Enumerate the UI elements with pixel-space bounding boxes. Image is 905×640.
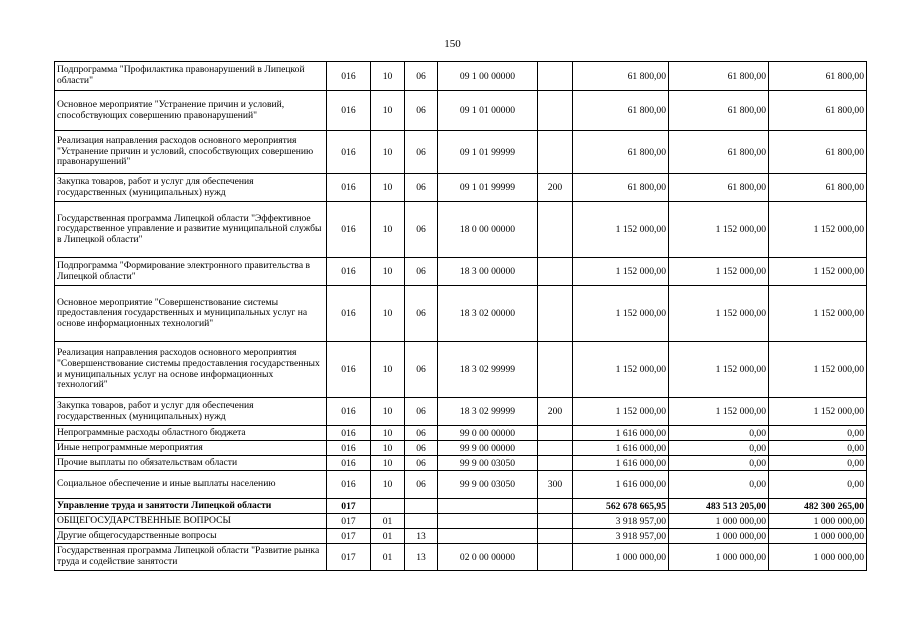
expense-name-cell: Реализация направления расходов основного мероприятия "Устранение причин и условий, способствующих совершению правонарушений" — [55, 131, 327, 174]
section-code-cell: 01 — [371, 544, 405, 571]
expense-type-cell — [538, 441, 573, 456]
amount-year3-cell: 61 800,00 — [769, 62, 867, 91]
expense-type-cell — [538, 91, 573, 131]
section-code-cell: 10 — [371, 258, 405, 286]
subsection-code-cell: 06 — [405, 62, 438, 91]
expense-name-cell: Подпрограмма "Формирование электронного правительства в Липецкой области" — [55, 258, 327, 286]
amount-year3-cell: 61 800,00 — [769, 131, 867, 174]
table-row — [55, 529, 867, 544]
ministry-code-cell: 016 — [327, 441, 371, 456]
amount-year3-cell: 0,00 — [769, 426, 867, 441]
subsection-code-cell — [405, 499, 438, 514]
section-code-cell: 01 — [371, 529, 405, 544]
expense-type-cell: 200 — [538, 398, 573, 426]
section-code-cell: 10 — [371, 131, 405, 174]
section-code-cell: 10 — [371, 426, 405, 441]
expense-type-cell — [538, 456, 573, 471]
ministry-code-cell: 016 — [327, 131, 371, 174]
ministry-code-cell: 016 — [327, 258, 371, 286]
ministry-code-cell: 016 — [327, 62, 371, 91]
amount-year1-cell: 1 616 000,00 — [573, 426, 669, 441]
amount-year2-cell: 1 000 000,00 — [669, 529, 769, 544]
expense-name-cell: Государственная программа Липецкой области "Развитие рынка труда и содействие занятости — [55, 544, 327, 571]
amount-year2-cell: 0,00 — [669, 471, 769, 499]
ministry-code-cell: 016 — [327, 471, 371, 499]
table-row — [55, 544, 867, 571]
table-row — [55, 91, 867, 131]
expense-name-cell: Управление труда и занятости Липецкой области — [55, 499, 327, 514]
section-code-cell — [371, 499, 405, 514]
amount-year3-cell: 1 152 000,00 — [769, 258, 867, 286]
subsection-code-cell: 06 — [405, 471, 438, 499]
amount-year2-cell: 1 152 000,00 — [669, 286, 769, 342]
expense-name-cell: Закупка товаров, работ и услуг для обеспечения государственных (муниципальных) нужд — [55, 398, 327, 426]
section-code-cell: 10 — [371, 174, 405, 202]
expense-type-cell — [538, 202, 573, 258]
amount-year1-cell: 1 152 000,00 — [573, 258, 669, 286]
target-article-cell: 99 9 00 03050 — [438, 471, 538, 499]
subsection-code-cell: 06 — [405, 202, 438, 258]
amount-year1-cell: 61 800,00 — [573, 174, 669, 202]
section-code-cell: 10 — [371, 286, 405, 342]
amount-year3-cell: 1 000 000,00 — [769, 514, 867, 529]
subsection-code-cell: 06 — [405, 456, 438, 471]
subsection-code-cell: 13 — [405, 529, 438, 544]
section-code-cell: 10 — [371, 456, 405, 471]
amount-year3-cell: 1 000 000,00 — [769, 544, 867, 571]
table-body — [55, 62, 867, 571]
section-code-cell: 10 — [371, 202, 405, 258]
amount-year3-cell: 0,00 — [769, 441, 867, 456]
amount-year2-cell: 1 152 000,00 — [669, 342, 769, 398]
table-row — [55, 456, 867, 471]
amount-year1-cell: 1 152 000,00 — [573, 342, 669, 398]
amount-year1-cell: 3 918 957,00 — [573, 514, 669, 529]
subsection-code-cell: 06 — [405, 426, 438, 441]
table-row — [55, 514, 867, 529]
amount-year1-cell: 1 616 000,00 — [573, 471, 669, 499]
amount-year2-cell: 1 152 000,00 — [669, 202, 769, 258]
table-row — [55, 441, 867, 456]
section-code-cell: 10 — [371, 91, 405, 131]
subsection-code-cell — [405, 514, 438, 529]
expense-name-cell: Другие общегосударственные вопросы — [55, 529, 327, 544]
ministry-code-cell: 016 — [327, 91, 371, 131]
table-row — [55, 342, 867, 398]
expense-type-cell — [538, 342, 573, 398]
target-article-cell: 09 1 01 99999 — [438, 174, 538, 202]
subsection-code-cell: 06 — [405, 131, 438, 174]
table-row — [55, 174, 867, 202]
amount-year3-cell: 1 152 000,00 — [769, 342, 867, 398]
target-article-cell: 99 9 00 00000 — [438, 441, 538, 456]
ministry-code-cell: 016 — [327, 398, 371, 426]
subsection-code-cell: 06 — [405, 286, 438, 342]
expense-type-cell — [538, 62, 573, 91]
ministry-code-cell: 016 — [327, 426, 371, 441]
expense-type-cell: 300 — [538, 471, 573, 499]
expense-name-cell: Подпрограмма "Профилактика правонарушений в Липецкой области" — [55, 62, 327, 91]
expense-type-cell — [538, 286, 573, 342]
target-article-cell: 09 1 01 00000 — [438, 91, 538, 131]
expense-type-cell — [538, 544, 573, 571]
ministry-code-cell: 016 — [327, 202, 371, 258]
expense-name-cell: Непрограммные расходы областного бюджета — [55, 426, 327, 441]
target-article-cell: 18 0 00 00000 — [438, 202, 538, 258]
amount-year3-cell: 1 152 000,00 — [769, 398, 867, 426]
expense-name-cell: Государственная программа Липецкой области "Эффективное государственное управление и развитие муниципальной службы в Липецкой области" — [55, 202, 327, 258]
amount-year1-cell: 3 918 957,00 — [573, 529, 669, 544]
ministry-code-cell: 017 — [327, 514, 371, 529]
table-row — [55, 62, 867, 91]
target-article-cell: 18 3 02 99999 — [438, 342, 538, 398]
amount-year2-cell: 61 800,00 — [669, 91, 769, 131]
budget-table — [54, 61, 867, 571]
table-row — [55, 131, 867, 174]
target-article-cell: 99 0 00 00000 — [438, 426, 538, 441]
expense-name-cell: Закупка товаров, работ и услуг для обеспечения государственных (муниципальных) нужд — [55, 174, 327, 202]
expense-name-cell: Социальное обеспечение и иные выплаты населению — [55, 471, 327, 499]
amount-year3-cell: 1 000 000,00 — [769, 529, 867, 544]
amount-year1-cell: 562 678 665,95 — [573, 499, 669, 514]
amount-year2-cell: 0,00 — [669, 441, 769, 456]
subsection-code-cell: 06 — [405, 342, 438, 398]
amount-year2-cell: 0,00 — [669, 426, 769, 441]
amount-year2-cell: 483 513 205,00 — [669, 499, 769, 514]
target-article-cell: 18 3 02 99999 — [438, 398, 538, 426]
target-article-cell: 02 0 00 00000 — [438, 544, 538, 571]
expense-type-cell — [538, 426, 573, 441]
subsection-code-cell: 06 — [405, 441, 438, 456]
expense-type-cell — [538, 514, 573, 529]
ministry-code-cell: 017 — [327, 544, 371, 571]
amount-year1-cell: 1 152 000,00 — [573, 286, 669, 342]
amount-year3-cell: 482 300 265,00 — [769, 499, 867, 514]
table-row — [55, 398, 867, 426]
amount-year2-cell: 0,00 — [669, 456, 769, 471]
expense-name-cell: Иные непрограммные мероприятия — [55, 441, 327, 456]
subsection-code-cell: 06 — [405, 91, 438, 131]
expense-name-cell: Реализация направления расходов основного мероприятия "Совершенствование системы предоставления государственных и муниципальных услуг на основе информационных технологий" — [55, 342, 327, 398]
amount-year2-cell: 1 152 000,00 — [669, 258, 769, 286]
amount-year3-cell: 61 800,00 — [769, 91, 867, 131]
expense-name-cell: Основное мероприятие "Совершенствование системы предоставления государственных и муниципальных услуг на основе информационных технологий" — [55, 286, 327, 342]
expense-name-cell: Прочие выплаты по обязательствам области — [55, 456, 327, 471]
subsection-code-cell: 13 — [405, 544, 438, 571]
amount-year2-cell: 1 152 000,00 — [669, 398, 769, 426]
section-code-cell: 10 — [371, 62, 405, 91]
table-row — [55, 286, 867, 342]
section-code-cell: 10 — [371, 471, 405, 499]
target-article-cell: 18 3 00 00000 — [438, 258, 538, 286]
amount-year2-cell: 1 000 000,00 — [669, 514, 769, 529]
table-row — [55, 499, 867, 514]
amount-year2-cell: 1 000 000,00 — [669, 544, 769, 571]
amount-year1-cell: 1 152 000,00 — [573, 398, 669, 426]
amount-year1-cell: 61 800,00 — [573, 62, 669, 91]
target-article-cell — [438, 529, 538, 544]
amount-year3-cell: 1 152 000,00 — [769, 286, 867, 342]
expense-name-cell: ОБЩЕГОСУДАРСТВЕННЫЕ ВОПРОСЫ — [55, 514, 327, 529]
ministry-code-cell: 016 — [327, 174, 371, 202]
amount-year1-cell: 1 152 000,00 — [573, 202, 669, 258]
amount-year3-cell: 0,00 — [769, 471, 867, 499]
expense-type-cell — [538, 499, 573, 514]
target-article-cell: 09 1 01 99999 — [438, 131, 538, 174]
page-number: 150 — [444, 38, 461, 50]
amount-year1-cell: 1 616 000,00 — [573, 441, 669, 456]
ministry-code-cell: 016 — [327, 286, 371, 342]
table-row — [55, 426, 867, 441]
amount-year3-cell: 0,00 — [769, 456, 867, 471]
amount-year1-cell: 1 616 000,00 — [573, 456, 669, 471]
section-code-cell: 10 — [371, 398, 405, 426]
expense-type-cell — [538, 529, 573, 544]
amount-year2-cell: 61 800,00 — [669, 174, 769, 202]
table-row — [55, 471, 867, 499]
expense-name-cell: Основное мероприятие "Устранение причин и условий, способствующих совершению правонарушений" — [55, 91, 327, 131]
ministry-code-cell: 016 — [327, 456, 371, 471]
ministry-code-cell: 016 — [327, 342, 371, 398]
target-article-cell: 99 9 00 03050 — [438, 456, 538, 471]
expense-type-cell — [538, 131, 573, 174]
expense-type-cell — [538, 258, 573, 286]
expense-type-cell: 200 — [538, 174, 573, 202]
target-article-cell: 09 1 00 00000 — [438, 62, 538, 91]
amount-year3-cell: 61 800,00 — [769, 174, 867, 202]
subsection-code-cell: 06 — [405, 174, 438, 202]
target-article-cell: 18 3 02 00000 — [438, 286, 538, 342]
amount-year1-cell: 61 800,00 — [573, 131, 669, 174]
section-code-cell: 10 — [371, 342, 405, 398]
target-article-cell — [438, 499, 538, 514]
table-row — [55, 258, 867, 286]
amount-year1-cell: 1 000 000,00 — [573, 544, 669, 571]
ministry-code-cell: 017 — [327, 529, 371, 544]
amount-year1-cell: 61 800,00 — [573, 91, 669, 131]
amount-year2-cell: 61 800,00 — [669, 62, 769, 91]
subsection-code-cell: 06 — [405, 398, 438, 426]
amount-year2-cell: 61 800,00 — [669, 131, 769, 174]
section-code-cell: 01 — [371, 514, 405, 529]
ministry-code-cell: 017 — [327, 499, 371, 514]
target-article-cell — [438, 514, 538, 529]
section-code-cell: 10 — [371, 441, 405, 456]
amount-year3-cell: 1 152 000,00 — [769, 202, 867, 258]
table-row — [55, 202, 867, 258]
subsection-code-cell: 06 — [405, 258, 438, 286]
